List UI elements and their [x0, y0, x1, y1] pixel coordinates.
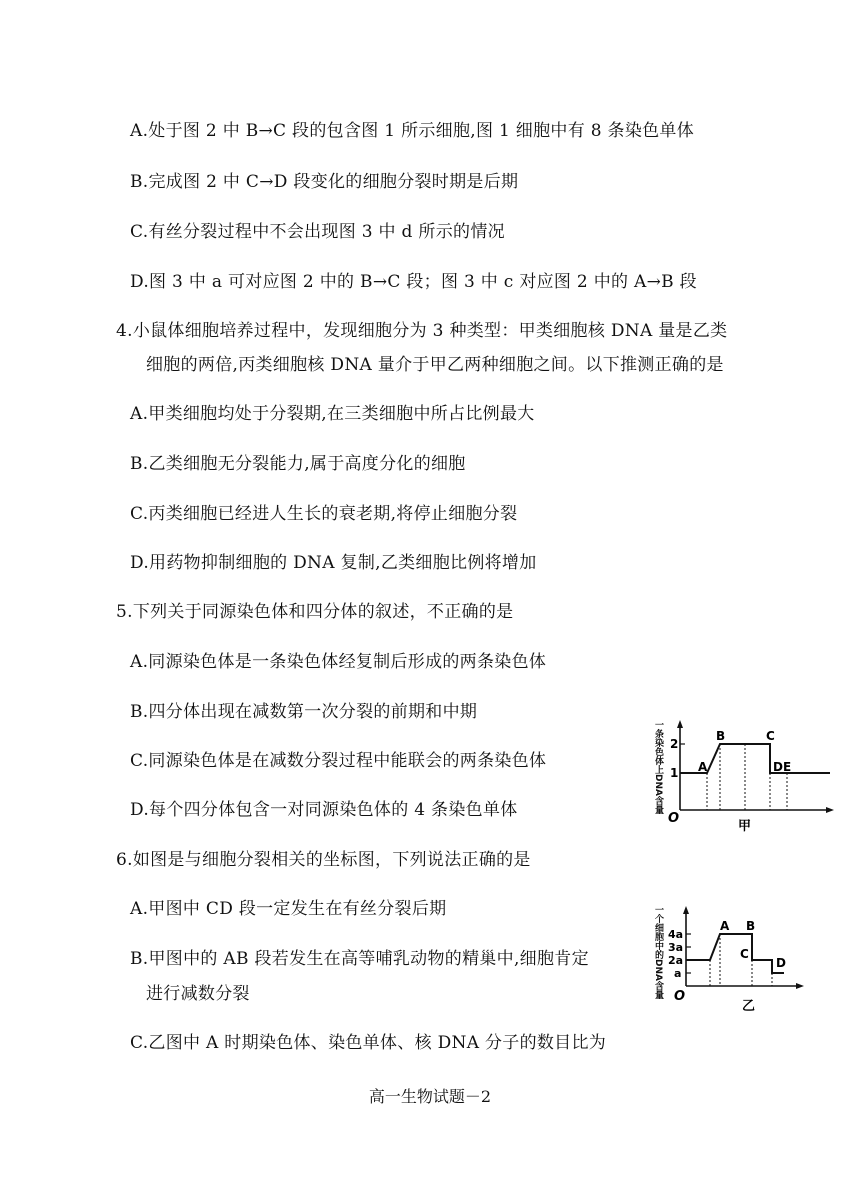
q5-option-a: A.同源染色体是一条染色体经复制后形成的两条染色体: [130, 652, 547, 672]
jia-caption: 甲: [738, 819, 752, 834]
q4-option-d: D.用药物抑制细胞的 DNA 复制,乙类细胞比例将增加: [130, 553, 537, 573]
q5-option-b: B.四分体出现在减数第一次分裂的前期和中期: [130, 702, 478, 722]
jia-point-a: A: [698, 760, 708, 774]
yi-curve: [686, 934, 784, 973]
q4-stem-line1: 4.小鼠体细胞培养过程中，发现细胞分为 3 种类型：甲类细胞核 DNA 量是乙类: [116, 321, 728, 341]
jia-tick-2: 2: [670, 737, 679, 751]
jia-point-b: B: [716, 729, 726, 743]
yi-tick-2a: 2a: [668, 954, 684, 967]
q5-option-d: D.每个四分体包含一对同源染色体的 4 条染色单体: [130, 800, 518, 820]
jia-point-d: D: [773, 760, 783, 774]
figure-yi-ylabel: 一个细胞中的DNA含量: [653, 905, 663, 999]
q6-option-b-line2: 进行减数分裂: [146, 984, 250, 1004]
q5-option-c: C.同源染色体是在减数分裂过程中能联会的两条染色体: [130, 751, 547, 771]
q3-option-c: C.有丝分裂过程中不会出现图 3 中 d 所示的情况: [130, 222, 505, 242]
yi-tick-a: a: [674, 967, 682, 980]
yi-point-a: A: [720, 919, 730, 933]
yi-point-d: D: [776, 956, 786, 970]
q4-option-b: B.乙类细胞无分裂能力,属于高度分化的细胞: [130, 454, 466, 474]
page-footer: 高一生物试题－2: [368, 1087, 492, 1106]
figure-jia: [660, 718, 835, 840]
jia-point-c: C: [766, 729, 775, 743]
q3-option-a: A.处于图 2 中 B→C 段的包含图 1 所示细胞,图 1 细胞中有 8 条染色单体: [130, 121, 695, 141]
yi-point-c: C: [740, 947, 749, 961]
q6-option-c-line1: C.乙图中 A 时期染色体、染色单体、核 DNA 分子的数目比为: [130, 1033, 607, 1053]
figure-jia-ylabel: 一条染色体上DNA含量: [653, 720, 663, 814]
q4-option-c: C.丙类细胞已经进人生长的衰老期,将停止细胞分裂: [130, 504, 518, 524]
q5-stem: 5.下列关于同源染色体和四分体的叙述，不正确的是: [116, 602, 514, 622]
jia-point-e: E: [783, 760, 792, 774]
yi-tick-3a: 3a: [668, 941, 684, 954]
jia-origin: O: [668, 811, 680, 826]
q3-option-d: D.图 3 中 a 可对应图 2 中的 B→C 段；图 3 中 c 对应图 2 中的 A→B 段: [130, 272, 697, 292]
q6-option-a: A.甲图中 CD 段一定发生在有丝分裂后期: [130, 899, 447, 919]
q6-option-b-line1: B.甲图中的 AB 段若发生在高等哺乳动物的精巢中,细胞肯定: [130, 949, 589, 969]
yi-caption: 乙: [742, 999, 756, 1014]
jia-tick-1: 1: [670, 766, 679, 780]
q6-stem: 6.如图是与细胞分裂相关的坐标图，下列说法正确的是: [116, 850, 531, 870]
q4-stem-line2: 细胞的两倍,丙类细胞核 DNA 量介于甲乙两种细胞之间。以下推测正确的是: [146, 355, 724, 375]
yi-point-b: B: [746, 919, 756, 933]
yi-origin: O: [674, 989, 686, 1004]
yi-tick-4a: 4a: [668, 928, 684, 941]
q3-option-b: B.完成图 2 中 C→D 段变化的细胞分裂时期是后期: [130, 172, 519, 192]
q4-option-a: A.甲类细胞均处于分裂期,在三类细胞中所占比例最大: [130, 404, 535, 424]
figure-yi: [660, 904, 810, 1020]
